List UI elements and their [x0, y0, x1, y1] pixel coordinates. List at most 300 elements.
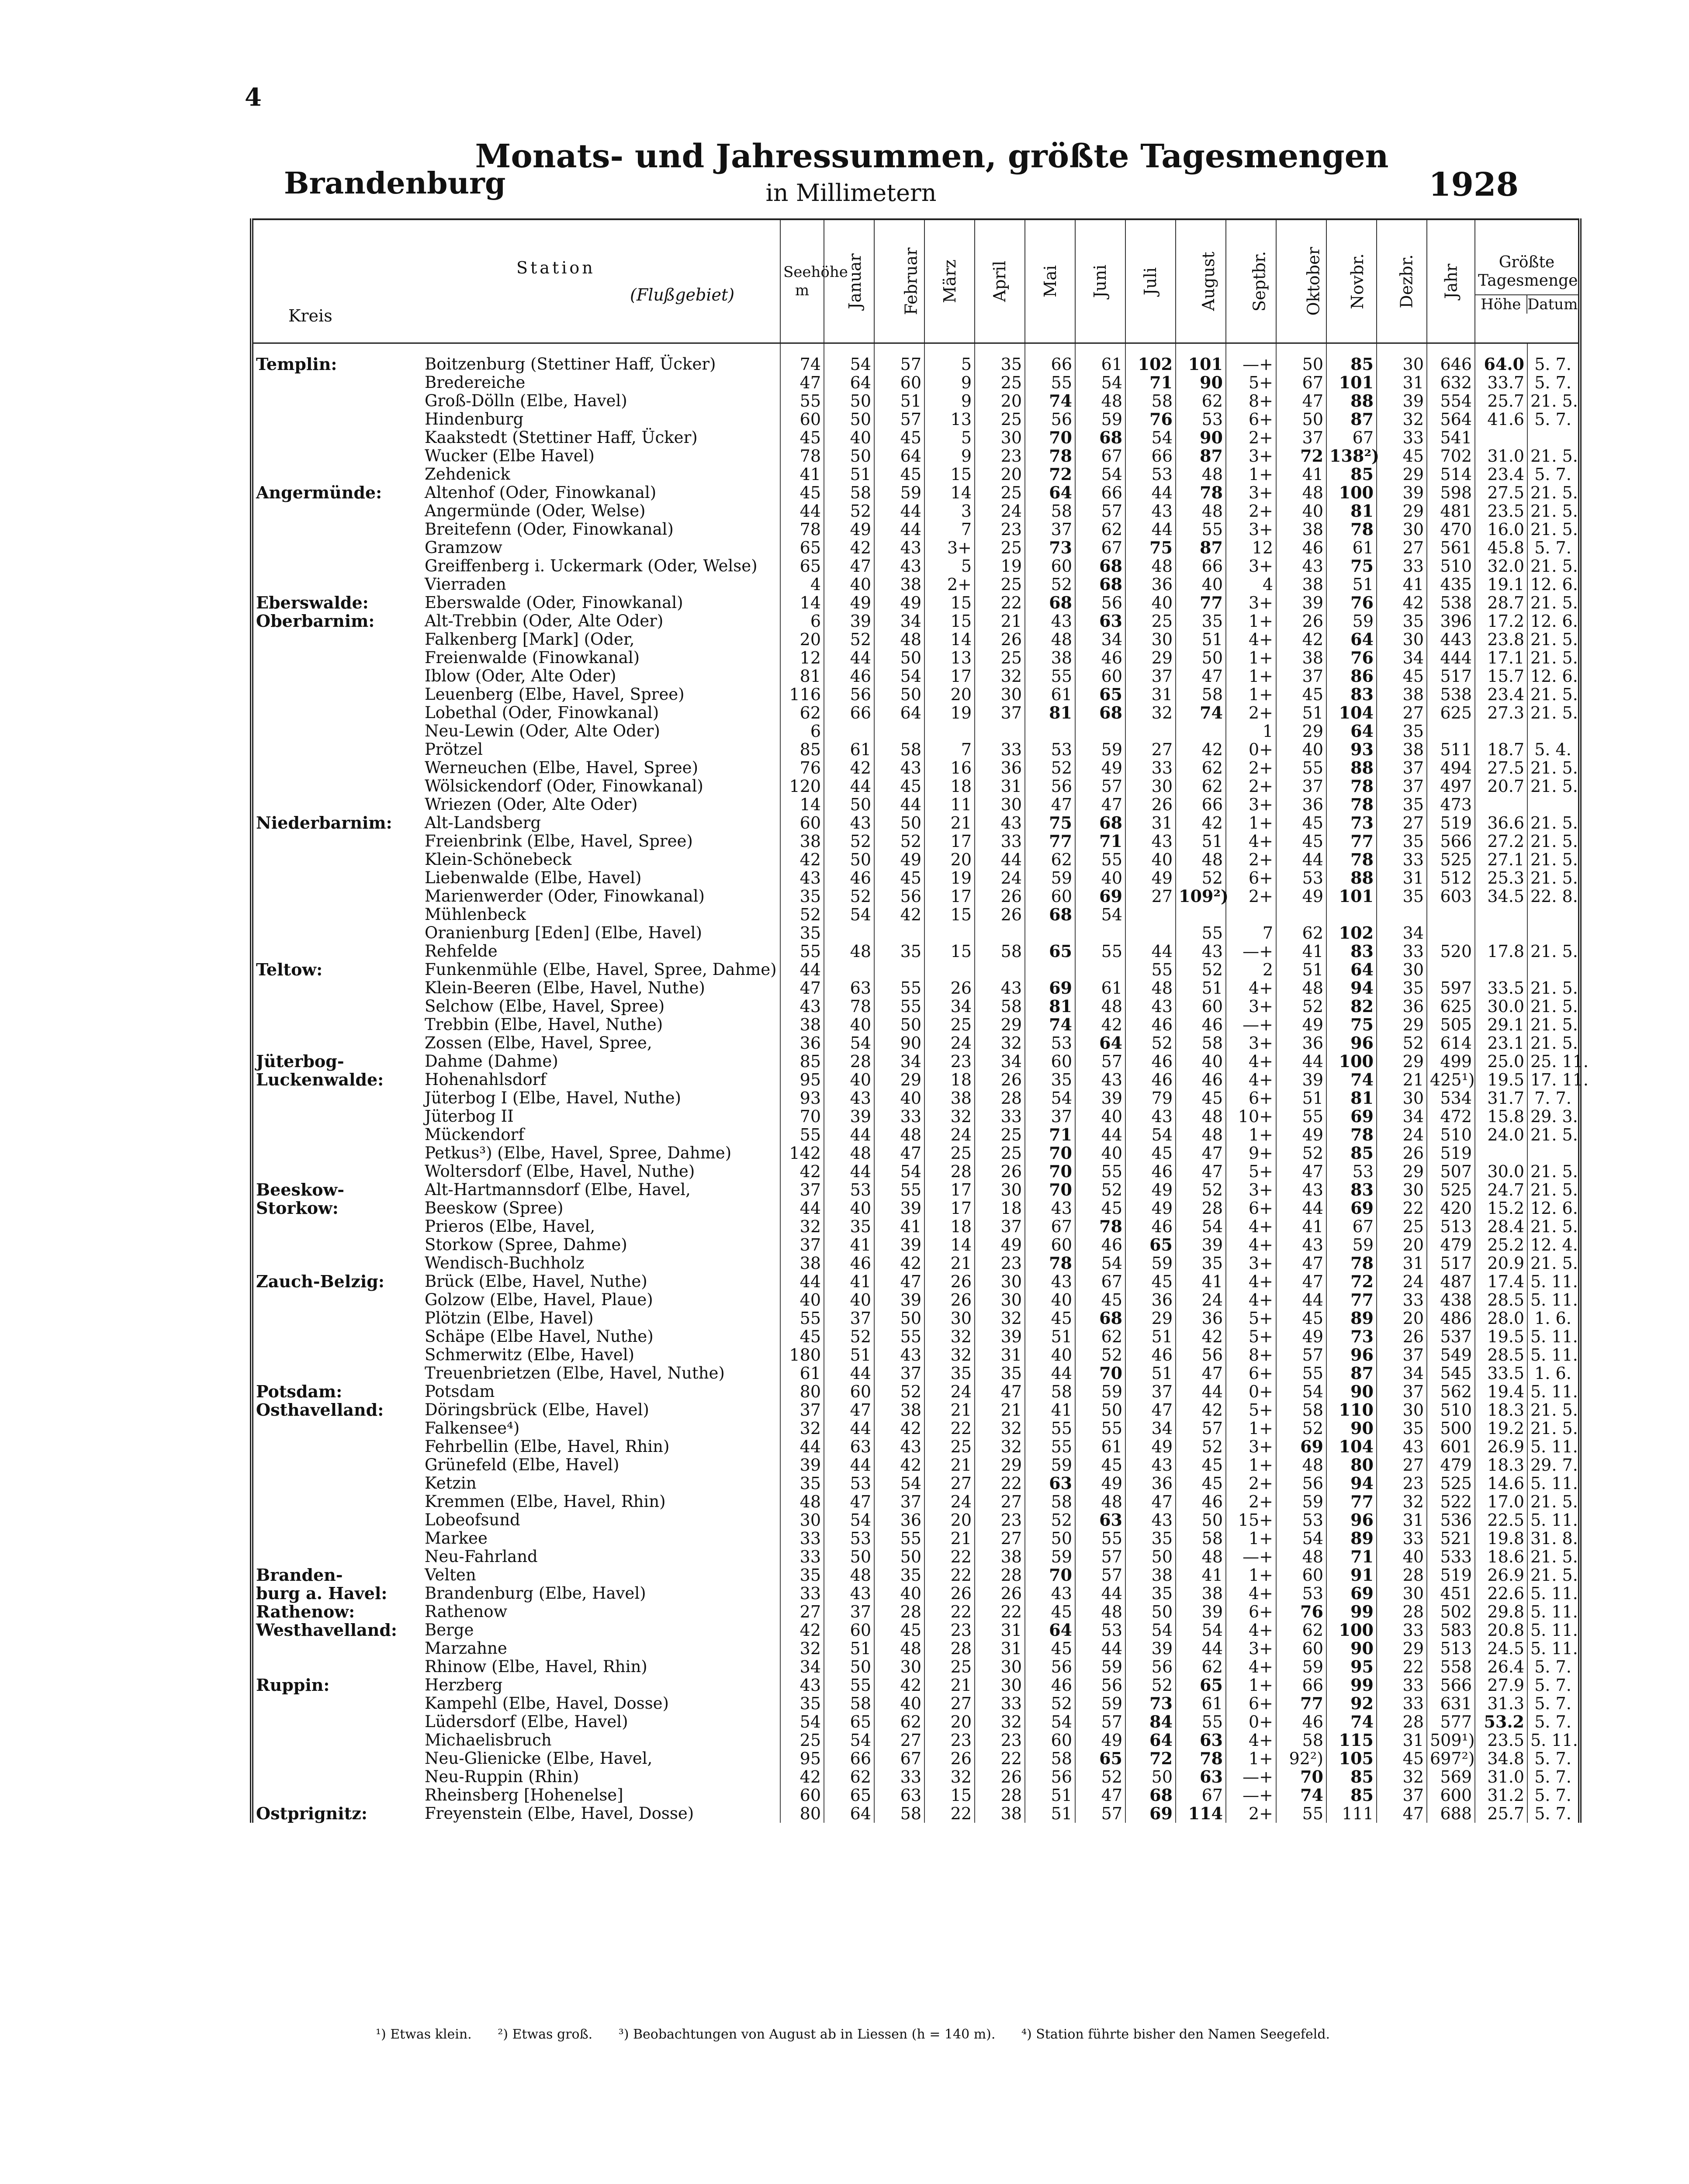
station-cell: Prieros (Elbe, Havel, [425, 1217, 595, 1236]
jahr-cell: 396 [1427, 612, 1475, 630]
seehoehe-cell: 55 [780, 1309, 824, 1327]
month-value-cell: 68 [1075, 704, 1125, 722]
kreis-cell [252, 502, 422, 520]
month-value-cell: 72 [1326, 1272, 1377, 1291]
month-value-cell: 24 [975, 869, 1025, 887]
header-month-6-label: Juni [1090, 264, 1110, 298]
month-value-cell: 46 [1176, 1493, 1226, 1511]
jahr-cell: 564 [1427, 410, 1475, 429]
month-value-cell: 105 [1326, 1749, 1377, 1768]
month-value-cell [975, 961, 1025, 979]
datum-cell: 5. 7. [1527, 1658, 1580, 1676]
datum-cell: 5. 7. [1527, 1694, 1580, 1713]
header-jahr-label: Jahr [1441, 263, 1461, 299]
jahr-cell [1427, 961, 1475, 979]
month-value-cell: 1+ [1226, 649, 1276, 667]
jahr-cell: 499 [1427, 1052, 1475, 1071]
max-value-cell: 28.5 [1475, 1291, 1527, 1309]
month-value-cell: 68 [1025, 594, 1075, 612]
month-value-cell: 56 [1075, 1676, 1125, 1694]
station-cell: Falkenberg [Mark] (Oder, [425, 630, 635, 649]
month-value-cell: 67 [1176, 1786, 1226, 1804]
month-value-cell: 25 [975, 410, 1025, 429]
datum-cell: 21. 5. [1527, 630, 1580, 649]
month-value-cell: 51 [1025, 1804, 1075, 1823]
month-value-cell: 0+ [1226, 1713, 1276, 1731]
month-value-cell: 44 [1075, 1126, 1125, 1144]
month-value-cell: —+ [1226, 1548, 1276, 1566]
jahr-cell: 481 [1427, 502, 1475, 520]
month-value-cell: 9 [924, 392, 975, 410]
month-value-cell: 60 [1276, 1639, 1326, 1658]
month-value-cell: 36 [1276, 1034, 1326, 1052]
month-value-cell: 37 [824, 1309, 874, 1327]
header-kreis: Kreis [252, 219, 422, 343]
month-value-cell: 47 [824, 557, 874, 575]
station-cell: Schäpe (Elbe Havel, Nuthe) [425, 1327, 654, 1346]
month-value-cell: 62 [874, 1713, 924, 1731]
month-value-cell: 43 [824, 1089, 874, 1107]
month-value-cell: 38 [1276, 575, 1326, 594]
month-value-cell: 62 [1276, 924, 1326, 942]
month-value-cell: 5+ [1226, 1401, 1276, 1419]
station-cell: Petkus³) (Elbe, Havel, Spree, Dahme) [425, 1144, 732, 1162]
table-row [252, 1438, 1580, 1456]
jahr-cell: 451 [1427, 1584, 1475, 1603]
month-value-cell: 40 [824, 1016, 874, 1034]
month-value-cell: 90 [1326, 1382, 1377, 1401]
seehoehe-cell: 35 [780, 1694, 824, 1713]
month-value-cell: 70 [1025, 1162, 1075, 1181]
month-value-cell: 2+ [1226, 850, 1276, 869]
month-value-cell: 2+ [1226, 429, 1276, 447]
month-value-cell: 23 [924, 1731, 975, 1749]
month-value-cell: 26 [1276, 612, 1326, 630]
month-value-cell: 24 [975, 502, 1025, 520]
month-value-cell: 25 [975, 539, 1025, 557]
month-value-cell: 26 [1377, 1144, 1427, 1162]
month-value-cell: 78 [824, 997, 874, 1016]
month-value-cell: —+ [1226, 942, 1276, 961]
month-value-cell: 35 [1377, 979, 1427, 997]
month-value-cell: 64 [1025, 484, 1075, 502]
month-value-cell: 87 [1176, 539, 1226, 557]
month-value-cell: 54 [1125, 429, 1176, 447]
seehoehe-cell: 33 [780, 1584, 824, 1603]
month-value-cell: 32 [924, 1768, 975, 1786]
month-value-cell: 59 [1075, 1658, 1125, 1676]
month-value-cell: 1+ [1226, 1126, 1276, 1144]
month-value-cell: 41 [1276, 1217, 1326, 1236]
month-value-cell: 38 [1025, 649, 1075, 667]
month-value-cell: 24 [924, 1382, 975, 1401]
jahr-cell: 479 [1427, 1236, 1475, 1254]
month-value-cell: 58 [1276, 1731, 1326, 1749]
month-value-cell: 42 [874, 1419, 924, 1438]
table-row [252, 869, 1580, 887]
kreis-cell [252, 373, 422, 392]
kreis-cell: Teltow: [256, 960, 323, 979]
month-value-cell: 54 [824, 1034, 874, 1052]
month-value-cell: 33 [874, 1768, 924, 1786]
month-value-cell: 41 [1377, 575, 1427, 594]
table-row [252, 1254, 1580, 1272]
jahr-cell: 473 [1427, 795, 1475, 814]
kreis-cell [252, 1107, 422, 1126]
station-cell: Woltersdorf (Elbe, Havel, Nuthe) [425, 1162, 695, 1181]
seehoehe-cell: 55 [780, 1126, 824, 1144]
jahr-cell: 517 [1427, 1254, 1475, 1272]
month-value-cell: 78 [1326, 520, 1377, 539]
month-value-cell: 4+ [1226, 1731, 1276, 1749]
header-flussgebiet: (Flußgebiet) [630, 285, 735, 304]
month-value-cell: 30 [975, 1272, 1025, 1291]
month-value-cell: 27 [924, 1694, 975, 1713]
kreis-cell: Angermünde: [256, 483, 382, 502]
month-value-cell: 0+ [1226, 1382, 1276, 1401]
month-value-cell: 57 [1075, 1052, 1125, 1071]
month-value-cell: 31 [1377, 1731, 1427, 1749]
month-value-cell: 22 [924, 1804, 975, 1823]
kreis-cell: Oberbarnim: [256, 611, 375, 631]
jahr-cell: 505 [1427, 1016, 1475, 1034]
month-value-cell: 45 [1176, 1089, 1226, 1107]
month-value-cell: 52 [1075, 1346, 1125, 1364]
seehoehe-cell: 38 [780, 832, 824, 850]
jahr-cell: 600 [1427, 1786, 1475, 1804]
seehoehe-cell: 60 [780, 814, 824, 832]
month-value-cell: 75 [1326, 557, 1377, 575]
month-value-cell: 44 [824, 1162, 874, 1181]
max-value-cell: 15.2 [1475, 1199, 1527, 1217]
month-value-cell: 61 [824, 740, 874, 759]
kreis-cell: Potsdam: [256, 1382, 343, 1401]
month-value-cell: 26 [975, 1584, 1025, 1603]
table-row [252, 1126, 1580, 1144]
month-value-cell: 7 [924, 740, 975, 759]
month-value-cell: 35 [1377, 832, 1427, 850]
table-row [252, 392, 1580, 410]
month-value-cell: 88 [1326, 869, 1377, 887]
month-value-cell: 51 [824, 465, 874, 484]
month-value-cell: 65 [1176, 1676, 1226, 1694]
month-value-cell: 33 [1377, 1291, 1427, 1309]
seehoehe-cell: 95 [780, 1749, 824, 1768]
month-value-cell: 50 [1276, 410, 1326, 429]
month-value-cell: 55 [1075, 850, 1125, 869]
month-value-cell: 66 [1276, 1676, 1326, 1694]
month-value-cell: 30 [975, 1181, 1025, 1199]
month-value-cell: 57 [1075, 502, 1125, 520]
month-value-cell: 15 [924, 594, 975, 612]
month-value-cell: 101 [1176, 343, 1226, 374]
seehoehe-cell: 60 [780, 410, 824, 429]
month-value-cell: 100 [1326, 484, 1377, 502]
month-value-cell: 25 [975, 649, 1025, 667]
month-value-cell: 40 [1176, 575, 1226, 594]
month-value-cell: 22 [975, 1603, 1025, 1621]
month-value-cell: 20 [924, 1511, 975, 1529]
month-value-cell: 34 [1377, 649, 1427, 667]
kreis-cell [252, 1089, 422, 1107]
month-value-cell: 1+ [1226, 1456, 1276, 1474]
month-value-cell: 28 [1377, 1566, 1427, 1584]
month-value-cell: 85 [1326, 1144, 1377, 1162]
month-value-cell: 42 [1276, 630, 1326, 649]
month-value-cell: 29 [874, 1071, 924, 1089]
month-value-cell: 76 [1326, 649, 1377, 667]
month-value-cell: 33 [1377, 429, 1427, 447]
datum-cell: 29. 7. [1527, 1456, 1580, 1474]
max-value-cell: 26.4 [1475, 1658, 1527, 1676]
month-value-cell: 59 [1326, 612, 1377, 630]
month-value-cell: 47 [1276, 1162, 1326, 1181]
seehoehe-cell: 45 [780, 1327, 824, 1346]
table-row [252, 1382, 1580, 1401]
month-value-cell: 32 [1377, 1768, 1427, 1786]
jahr-cell: 519 [1427, 1144, 1475, 1162]
month-value-cell: 48 [1276, 1456, 1326, 1474]
month-value-cell: 62 [1276, 1621, 1326, 1639]
table-row [252, 961, 1580, 979]
month-value-cell: 52 [824, 630, 874, 649]
month-value-cell: 4+ [1226, 1584, 1276, 1603]
kreis-cell [252, 1658, 422, 1676]
month-value-cell: 35 [1377, 722, 1427, 740]
month-value-cell: 29 [1377, 1639, 1427, 1658]
station-cell: Gramzow [425, 538, 502, 557]
month-value-cell: 4+ [1226, 1291, 1276, 1309]
month-value-cell: 18 [975, 1199, 1025, 1217]
month-value-cell: 1+ [1226, 465, 1276, 484]
datum-cell: 21. 5. [1527, 704, 1580, 722]
month-value-cell: 37 [1276, 777, 1326, 795]
month-value-cell: 48 [1176, 850, 1226, 869]
datum-cell: 5. 7. [1527, 373, 1580, 392]
datum-cell: 21. 5. [1527, 392, 1580, 410]
month-value-cell: 21 [924, 1456, 975, 1474]
month-value-cell: 54 [1176, 1621, 1226, 1639]
month-value-cell [1025, 722, 1075, 740]
month-value-cell: 75 [1025, 814, 1075, 832]
month-value-cell: 26 [924, 979, 975, 997]
station-cell: Liebenwalde (Elbe, Havel) [425, 868, 642, 887]
month-value-cell: 22 [975, 1749, 1025, 1768]
month-value-cell: 5 [924, 429, 975, 447]
month-value-cell: 31 [1377, 1254, 1427, 1272]
datum-cell: 21. 5. [1527, 447, 1580, 465]
month-value-cell: 40 [1276, 502, 1326, 520]
month-value-cell: 35 [1377, 887, 1427, 905]
month-value-cell: 49 [975, 1236, 1025, 1254]
datum-cell: 5. 7. [1527, 539, 1580, 557]
month-value-cell: 10+ [1226, 1107, 1276, 1126]
month-value-cell: 64 [1326, 630, 1377, 649]
header-station [422, 219, 780, 343]
datum-cell: 21. 5. [1527, 484, 1580, 502]
header-month-1 [824, 219, 874, 343]
jahr-cell: 533 [1427, 1548, 1475, 1566]
month-value-cell: 30 [1125, 777, 1176, 795]
max-value-cell: 18.3 [1475, 1401, 1527, 1419]
header-month-3 [924, 219, 975, 343]
month-value-cell: 6+ [1226, 1364, 1276, 1382]
month-value-cell: 57 [1276, 1346, 1326, 1364]
max-value-cell: 19.4 [1475, 1382, 1527, 1401]
max-value-cell: 30.0 [1475, 997, 1527, 1016]
jahr-cell: 479 [1427, 1456, 1475, 1474]
datum-cell: 1. 6. [1527, 1309, 1580, 1327]
table-row [252, 997, 1580, 1016]
month-value-cell: 45 [1276, 832, 1326, 850]
max-value-cell: 17.1 [1475, 649, 1527, 667]
month-value-cell: 68 [1025, 905, 1075, 924]
month-value-cell: 24 [1377, 1126, 1427, 1144]
month-value-cell [1125, 722, 1176, 740]
kreis-cell [252, 1126, 422, 1144]
month-value-cell: 50 [874, 1016, 924, 1034]
station-cell: Lobethal (Oder, Finowkanal) [425, 703, 659, 722]
seehoehe-cell: 52 [780, 905, 824, 924]
month-value-cell: 33 [1377, 557, 1427, 575]
jahr-cell: 521 [1427, 1529, 1475, 1548]
max-value-cell: 18.6 [1475, 1548, 1527, 1566]
kreis-cell: Storkow: [256, 1198, 339, 1218]
station-cell: Freyenstein (Elbe, Havel, Dosse) [425, 1804, 694, 1823]
month-value-cell: 20 [975, 392, 1025, 410]
station-cell: Dahme (Dahme) [425, 1052, 558, 1071]
max-value-cell: 29.1 [1475, 1016, 1527, 1034]
month-value-cell: 99 [1326, 1603, 1377, 1621]
seehoehe-cell: 6 [780, 722, 824, 740]
month-value-cell: 44 [824, 1364, 874, 1382]
month-value-cell: 29 [1125, 649, 1176, 667]
month-value-cell: 36 [1377, 997, 1427, 1016]
month-value-cell: 77 [1025, 832, 1075, 850]
station-cell: Altenhof (Oder, Finowkanal) [425, 483, 657, 502]
month-value-cell: 55 [1276, 759, 1326, 777]
month-value-cell: 57 [1075, 777, 1125, 795]
table-row [252, 465, 1580, 484]
seehoehe-cell: 47 [780, 373, 824, 392]
max-value-cell: 28.4 [1475, 1217, 1527, 1236]
month-value-cell [874, 924, 924, 942]
month-value-cell: 67 [1075, 539, 1125, 557]
month-value-cell: 43 [1025, 1584, 1075, 1603]
month-value-cell: 34 [1075, 630, 1125, 649]
month-value-cell: 55 [1025, 1438, 1075, 1456]
month-value-cell: 23 [975, 1511, 1025, 1529]
month-value-cell: 45 [874, 869, 924, 887]
table-row [252, 1786, 1580, 1804]
month-value-cell: 47 [1276, 392, 1326, 410]
month-value-cell: 3+ [1226, 1034, 1276, 1052]
month-value-cell: 15+ [1226, 1511, 1276, 1529]
month-value-cell [1176, 722, 1226, 740]
month-value-cell: 52 [1276, 1419, 1326, 1438]
table-row [252, 1731, 1580, 1749]
kreis-cell: burg a. Havel: [256, 1583, 388, 1603]
month-value-cell: 90 [874, 1034, 924, 1052]
kreis-cell [252, 777, 422, 795]
month-value-cell [1125, 924, 1176, 942]
station-cell: Brück (Elbe, Havel, Nuthe) [425, 1272, 647, 1291]
month-value-cell: 48 [1176, 502, 1226, 520]
table-row [252, 1603, 1580, 1621]
kreis-cell: Luckenwalde: [256, 1070, 384, 1089]
month-value-cell: 3+ [1226, 1639, 1276, 1658]
jahr-cell: 538 [1427, 594, 1475, 612]
max-value-cell: 36.6 [1475, 814, 1527, 832]
month-value-cell: 31 [975, 1346, 1025, 1364]
datum-cell: 21. 5. [1527, 777, 1580, 795]
month-value-cell: 45 [1377, 447, 1427, 465]
month-value-cell: 55 [874, 1327, 924, 1346]
month-value-cell: 26 [924, 1291, 975, 1309]
month-value-cell: 58 [1276, 1401, 1326, 1419]
month-value-cell: 50 [824, 392, 874, 410]
jahr-cell: 494 [1427, 759, 1475, 777]
table-row [252, 373, 1580, 392]
month-value-cell: 13 [924, 649, 975, 667]
header-month-9 [1226, 219, 1276, 343]
table-row [252, 1749, 1580, 1768]
month-value-cell: 44 [1125, 484, 1176, 502]
month-value-cell: 49 [1125, 1438, 1176, 1456]
header-month-7 [1125, 219, 1176, 343]
max-value-cell: 25.0 [1475, 1052, 1527, 1071]
seehoehe-cell: 78 [780, 520, 824, 539]
month-value-cell: 73 [1025, 539, 1075, 557]
month-value-cell: 28 [975, 1566, 1025, 1584]
month-value-cell: 29 [1377, 1162, 1427, 1181]
month-value-cell: 95 [1326, 1658, 1377, 1676]
seehoehe-cell: 33 [780, 1529, 824, 1548]
kreis-cell [252, 1694, 422, 1713]
table-row [252, 795, 1580, 814]
month-value-cell: 21 [924, 1676, 975, 1694]
month-value-cell: 31 [1125, 685, 1176, 704]
table-row [252, 1401, 1580, 1419]
seehoehe-cell: 41 [780, 465, 824, 484]
month-value-cell: —+ [1226, 343, 1276, 374]
month-value-cell: 64 [824, 373, 874, 392]
month-value-cell: 55 [874, 979, 924, 997]
table-row [252, 1144, 1580, 1162]
month-value-cell: 61 [1075, 979, 1125, 997]
month-value-cell: 25 [975, 484, 1025, 502]
month-value-cell: 22 [1377, 1199, 1427, 1217]
month-value-cell: 45 [1075, 1291, 1125, 1309]
month-value-cell: 70 [1075, 1364, 1125, 1382]
month-value-cell: 55 [1276, 1107, 1326, 1126]
kreis-cell [252, 832, 422, 850]
max-value-cell: 22.5 [1475, 1511, 1527, 1529]
month-value-cell: 56 [1276, 1474, 1326, 1493]
month-value-cell [1075, 722, 1125, 740]
month-value-cell: 49 [874, 850, 924, 869]
month-value-cell: 67 [1326, 429, 1377, 447]
month-value-cell: 34 [1125, 1419, 1176, 1438]
month-value-cell: 29 [1125, 1309, 1176, 1327]
month-value-cell: 87 [1326, 410, 1377, 429]
month-value-cell [874, 722, 924, 740]
month-value-cell: 48 [1276, 1548, 1326, 1566]
month-value-cell: 61 [1326, 539, 1377, 557]
jahr-cell: 525 [1427, 1181, 1475, 1199]
month-value-cell: 25 [924, 1144, 975, 1162]
seehoehe-cell: 42 [780, 1162, 824, 1181]
